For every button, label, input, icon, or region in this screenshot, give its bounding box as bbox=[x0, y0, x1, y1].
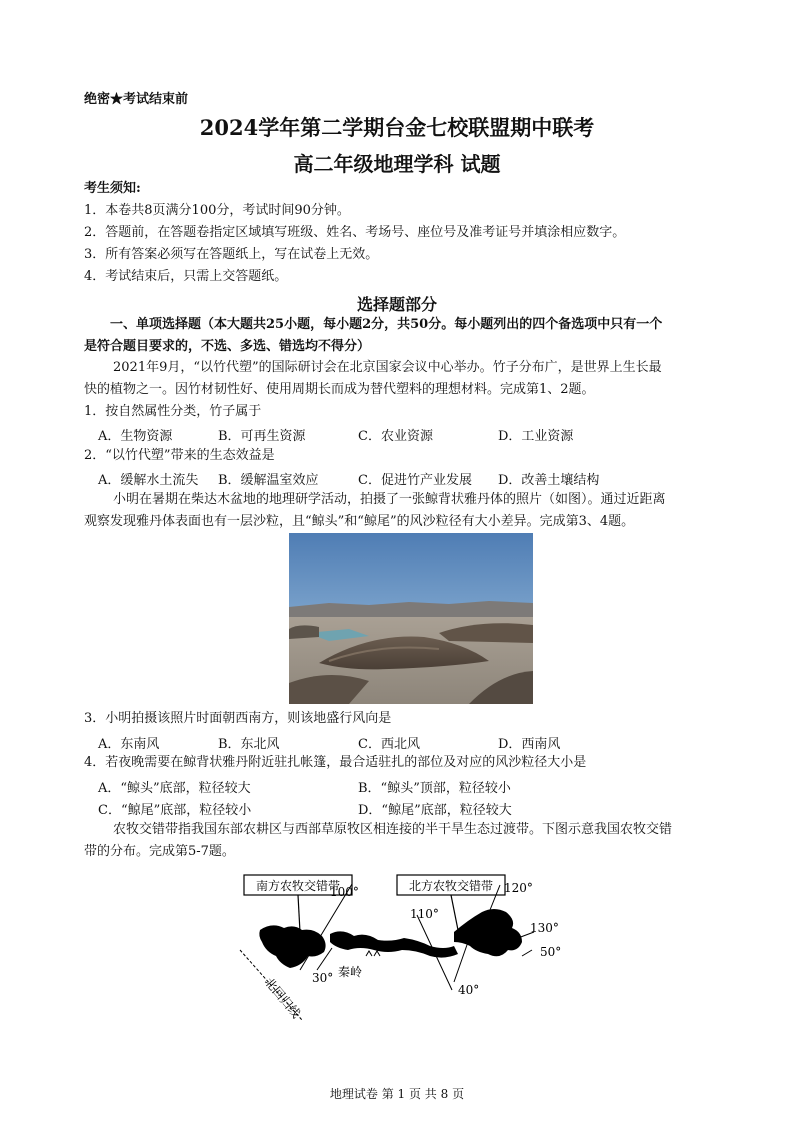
notice-item-4: 4．考试结束后，只需上交答题纸。 bbox=[84, 269, 288, 284]
question-3-stem: 3．小明拍摄该照片时面朝西南方，则该地盛行风向是 bbox=[84, 711, 392, 726]
question-3-option-b: B．东北风 bbox=[218, 737, 280, 752]
section-instruction-2: 是符合题目要求的，不选、多选、错选均不得分） bbox=[84, 339, 371, 354]
question-4-option-a: A．“鲸头”底部，粒径较大 bbox=[98, 781, 251, 796]
south-zone-shape bbox=[259, 925, 325, 968]
lon-130-label: 130° bbox=[530, 921, 559, 935]
lat-40-label: 40° bbox=[458, 983, 480, 997]
question-4-option-b: B．“鲸头”顶部，粒径较小 bbox=[358, 781, 511, 796]
section-title: 选择题部分 bbox=[356, 295, 437, 314]
question-2-option-c: C．促进竹产业发展 bbox=[358, 473, 472, 488]
lat-50-label: 50° bbox=[540, 945, 562, 959]
passage-1-line-1: 2021年9月，“以竹代塑”的国际研讨会在北京国家会议中心举办。竹子分布广，是世界上生长最 bbox=[113, 360, 662, 375]
qinling-label: 秦岭 bbox=[338, 965, 363, 979]
lon-120-label: 120° bbox=[504, 881, 533, 895]
question-3-option-a: A．东南风 bbox=[98, 737, 160, 752]
passage-3-line-1: 农牧交错带指我国东部农耕区与西部草原牧区相连接的半干旱生态过渡带。下图示意我国农牧交错 bbox=[113, 822, 673, 837]
south-zone-label: 南方农牧交错带 bbox=[255, 879, 341, 893]
question-4-option-c: C．“鲸尾”底部，粒径较小 bbox=[98, 803, 252, 818]
exam-subtitle: 高二年级地理学科 试题 bbox=[293, 152, 501, 176]
question-1-option-a: A．生物资源 bbox=[98, 429, 173, 444]
question-2-option-b: B．缓解温室效应 bbox=[218, 473, 319, 488]
north-zone-shape bbox=[454, 909, 522, 956]
middle-belt-shape bbox=[330, 931, 458, 957]
tropic-label: 北回归线 bbox=[261, 974, 304, 1021]
exam-title: 2024学年第二学期台金七校联盟期中联考 bbox=[199, 115, 595, 140]
yardang-photo bbox=[289, 533, 533, 704]
question-1-option-c: C．农业资源 bbox=[358, 429, 433, 444]
notice-item-2: 2．答题前，在答题卷指定区域填写班级、姓名、考场号、座位号及准考证号并填涂相应数字。 bbox=[84, 225, 626, 240]
passage-1-line-2: 快的植物之一。因竹材韧性好、使用周期长而成为替代塑料的理想材料。完成第1、2题。 bbox=[84, 382, 595, 397]
question-3-option-d: D．西南风 bbox=[498, 737, 561, 752]
notice-heading: 考生须知: bbox=[84, 181, 141, 196]
lat-30-label: 30° bbox=[312, 971, 334, 985]
question-1-stem: 1．按自然属性分类，竹子属于 bbox=[84, 404, 262, 419]
lon-100-label: 100° bbox=[330, 885, 359, 899]
notice-item-1: 1．本卷共8页满分100分，考试时间90分钟。 bbox=[84, 203, 350, 218]
passage-2-line-2: 观察发现雅丹体表面也有一层沙粒，且“鲸头”和“鲸尾”的风沙粒径有大小差异。完成第3、4题。 bbox=[84, 514, 635, 529]
section-instruction-1: 一、单项选择题（本大题共25小题，每小题2分，共50分。每小题列出的四个备选项中只有一个 bbox=[110, 317, 663, 332]
question-2-stem: 2．“以竹代塑”带来的生态效益是 bbox=[84, 448, 275, 463]
question-1-option-d: D．工业资源 bbox=[498, 429, 574, 444]
passage-3-line-2: 带的分布。完成第5-7题。 bbox=[84, 844, 235, 859]
lon-110-label: 110° bbox=[410, 907, 439, 921]
question-2-option-d: D．改善土壤结构 bbox=[498, 473, 600, 488]
page-footer: 地理试卷 第 1 页 共 8 页 bbox=[329, 1087, 465, 1101]
question-2-option-a: A．缓解水土流失 bbox=[98, 473, 199, 488]
question-1-option-b: B．可再生资源 bbox=[218, 429, 306, 444]
passage-2-line-1: 小明在暑期在柴达木盆地的地理研学活动，拍摄了一张鲸背状雅丹体的照片（如图）。通过近距离 bbox=[113, 492, 666, 507]
question-4-option-d: D．“鲸尾”底部，粒径较大 bbox=[358, 803, 512, 818]
question-3-option-c: C．西北风 bbox=[358, 737, 420, 752]
north-zone-label: 北方农牧交错带 bbox=[408, 879, 494, 893]
notice-item-3: 3．所有答案必须写在答题纸上，写在试卷上无效。 bbox=[84, 247, 379, 262]
confidential-label: 绝密★考试结束前 bbox=[84, 92, 189, 107]
question-4-stem: 4．若夜晚需要在鲸背状雅丹附近驻扎帐篷，最合适驻扎的部位及对应的风沙粒径大小是 bbox=[84, 755, 587, 770]
agro-pastoral-map bbox=[232, 870, 562, 1035]
